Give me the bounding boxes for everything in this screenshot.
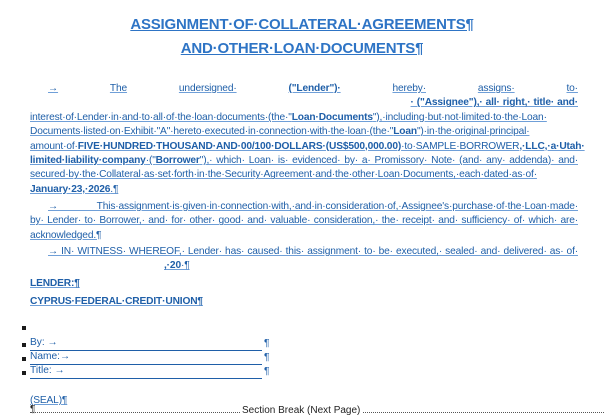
tab-arrow: → <box>48 83 59 94</box>
assignment-paragraph <box>30 82 585 197</box>
para1-line-8 <box>30 183 578 197</box>
paragraph-mark-bullet <box>22 371 26 375</box>
borrower-name: ·to·SAMPLE·BORROWER <box>401 140 520 152</box>
para1-word: hereby· <box>392 83 426 94</box>
borrower-entity-type: limited·liability·company <box>30 155 146 167</box>
document-title-line-1: ASSIGNMENT·OF·COLLATERAL·AGREEMENTS¶ <box>130 16 474 33</box>
signature-title-line: Title: → <box>30 364 262 379</box>
para1-word: to· <box>566 83 578 94</box>
para1-text: Documents·listed·on·Exhibit·"A"·hereto·executed·in·connection·with·the·loan·(the·" <box>30 126 394 138</box>
borrower-entity: ,·LLC,·a·Utah· <box>519 140 585 152</box>
para1-word: undersigned· <box>178 83 237 94</box>
borrower-term: Borrower <box>155 155 200 167</box>
para1-text: amount·of· <box>30 140 78 152</box>
para2-line-1: → This·assignment·is·given·in·connection·with,·and·in·consideration·of,·Assignee's·purchase·of·the·Loan·made· <box>48 201 578 212</box>
pilcrow-mark: ¶ <box>264 338 270 349</box>
witness-paragraph <box>30 245 578 274</box>
signature-name-line: Name:→ <box>30 350 262 365</box>
para1-line-5 <box>30 140 585 154</box>
loan-documents-term: Loan·Documents <box>291 111 373 123</box>
para2-line-2: by· Lender· to· Borrower,· and· for· other· good· and· valuable· consideration,· the· receipt· and· sufficiency· of· which· are· <box>30 215 578 227</box>
para1-word: The <box>109 83 128 94</box>
execution-date-blank: ,·20 <box>164 260 181 272</box>
para3-line-1: → IN· WITNESS· WHEREOF,· Lender· has· caused· this· assignment· to· be· executed,· sealed· and· delivered· as· of· <box>48 246 578 257</box>
lender-defined-term: ("Lender")· <box>288 83 341 94</box>
para1-text: "),· which· Loan· is· evidenced· by· a· Promissory· Note· (and· any· addenda)· and· <box>199 155 578 167</box>
para1-text: "),·including·but·not·limited·to·the·Loan· <box>372 111 547 123</box>
para1-text: .¶ <box>110 183 119 195</box>
para2-line-3: acknowledged.¶ <box>30 229 102 241</box>
section-break-label: Section Break (Next Page) <box>242 405 361 416</box>
para1-text: interest·of·Lender·in·and·to·all·of·the·loan·documents·(the·" <box>30 111 292 123</box>
para1-line-4 <box>30 125 578 139</box>
paragraph-mark-bullet <box>22 326 26 330</box>
para3-text: ·¶ <box>180 260 190 272</box>
para1-text: ")·in·the·original·principal· <box>416 126 530 138</box>
para1-line-6 <box>30 154 578 168</box>
para1-line-3 <box>30 111 578 125</box>
paragraph-mark-bullet <box>22 357 26 361</box>
para1-word: assigns· <box>477 83 515 94</box>
para1-line-7 <box>30 168 578 182</box>
seal-label: (SEAL)¶ <box>30 395 68 406</box>
loan-term: Loan <box>393 126 417 138</box>
para1-line-2 <box>30 96 578 110</box>
lender-name: CYPRUS·FEDERAL·CREDIT·UNION¶ <box>30 296 203 307</box>
para3-line-2 <box>30 259 578 273</box>
para1-text: ·(" <box>145 155 156 167</box>
para1-line-1 <box>30 82 578 96</box>
loan-date: January·23,·2026 <box>30 183 111 195</box>
lender-label: LENDER:¶ <box>30 278 80 289</box>
document-title-line-2: AND·OTHER·LOAN·DOCUMENTS¶ <box>180 40 424 57</box>
paragraph-mark-bullet <box>22 343 26 347</box>
principal-amount: FIVE·HUNDRED·THOUSAND·AND·00/100·DOLLARS·(US$500,000.00) <box>77 140 402 152</box>
para1-text: secured·by·the·Collateral·as·set·forth·in·the·Security·Agreement·and·the·other·Loan·Documents,·each·dated·as·of· <box>30 169 537 181</box>
pilcrow-mark: ¶ <box>264 352 270 363</box>
signature-by-line: By: → <box>30 336 262 351</box>
section-break-pilcrow: ¶ <box>30 404 36 415</box>
consideration-paragraph <box>30 200 578 243</box>
pilcrow-mark: ¶ <box>264 366 270 377</box>
assignee-defined-term: · ("Assignee"),· all· right,· title· and· <box>410 97 578 109</box>
